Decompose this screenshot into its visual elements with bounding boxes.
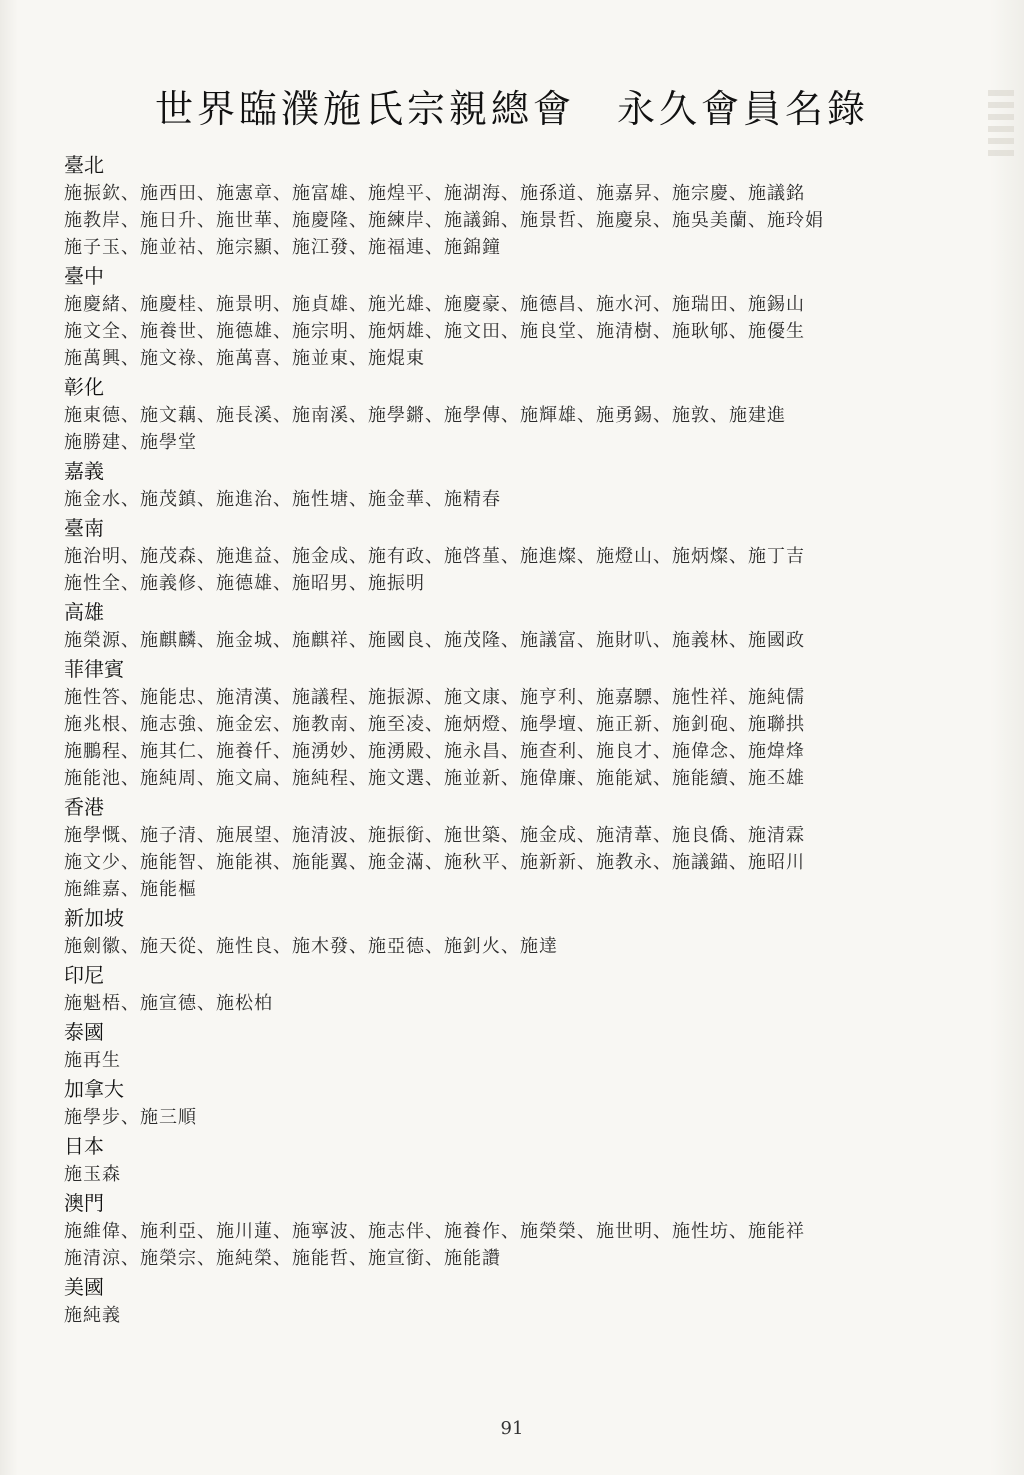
page-title: 世界臨濮施氏宗親總會 永久會員名錄 <box>154 87 869 131</box>
member-line: 施東德、施文藕、施長溪、施南溪、施學鏘、施學傳、施輝雄、施勇錫、施敦、施建進 <box>64 405 786 426</box>
member-line: 施萬興、施文祿、施萬喜、施並東、施焜東 <box>64 348 425 369</box>
member-line: 施兆根、施志強、施金宏、施教南、施至凌、施炳燈、施學壇、施正新、施釗砲、施聯拱 <box>64 714 805 735</box>
region-section <box>64 903 964 960</box>
member-names <box>64 1161 964 1188</box>
member-line: 施勝建、施學堂 <box>64 432 197 453</box>
member-line: 施再生 <box>64 1050 121 1071</box>
region-section <box>64 1188 964 1272</box>
edge-stamp-mark <box>988 90 1014 160</box>
member-names <box>64 822 964 903</box>
member-line: 施玉森 <box>64 1164 121 1185</box>
member-names <box>64 543 964 597</box>
member-line: 施能池、施純周、施文扁、施純程、施文選、施並新、施偉廉、施能斌、施能續、施丕雄 <box>64 768 805 789</box>
member-line: 施性全、施義修、施德雄、施昭男、施振明 <box>64 573 425 594</box>
region-section <box>64 960 964 1017</box>
region-section <box>64 1272 964 1329</box>
member-line: 施文全、施養世、施德雄、施宗明、施炳雄、施文田、施良堂、施清樹、施耿郇、施優生 <box>64 321 805 342</box>
region-section <box>64 456 964 513</box>
member-line: 施維嘉、施能樞 <box>64 879 197 900</box>
region-name: 臺中 <box>64 264 104 288</box>
member-line: 施學步、施三順 <box>64 1107 197 1128</box>
region-section <box>64 654 964 792</box>
member-names <box>64 291 964 372</box>
member-names <box>64 402 964 456</box>
member-line: 施子玉、施並祜、施宗顯、施江發、施福連、施錦鐘 <box>64 237 501 258</box>
region-name: 泰國 <box>64 1020 104 1044</box>
member-line: 施文少、施能智、施能祺、施能翼、施金滿、施秋平、施新新、施教永、施議錨、施昭川 <box>64 852 805 873</box>
region-name: 新加坡 <box>64 906 124 930</box>
member-line: 施振欽、施西田、施憲章、施富雄、施煌平、施湖海、施孫道、施嘉昇、施宗慶、施議銘 <box>64 183 805 204</box>
region-section <box>64 372 964 456</box>
region-section <box>64 150 964 261</box>
region-section <box>64 261 964 372</box>
member-line: 施榮源、施麒麟、施金城、施麒祥、施國良、施茂隆、施議富、施財叭、施義林、施國政 <box>64 630 805 651</box>
region-section <box>64 1074 964 1131</box>
region-name: 美國 <box>64 1275 104 1299</box>
region-name: 澳門 <box>64 1191 104 1215</box>
region-name: 印尼 <box>64 963 104 987</box>
region-name: 臺南 <box>64 516 104 540</box>
region-name: 臺北 <box>64 153 104 177</box>
region-name: 菲律賓 <box>64 657 124 681</box>
region-name: 香港 <box>64 795 104 819</box>
region-name: 高雄 <box>64 600 104 624</box>
page-number: 91 <box>500 1418 524 1439</box>
member-names <box>64 486 964 513</box>
member-line: 施學慨、施子清、施展望、施清波、施振銜、施世築、施金成、施清葦、施良僑、施清霖 <box>64 825 805 846</box>
member-line: 施清涼、施榮宗、施純榮、施能哲、施宣銜、施能讚 <box>64 1248 501 1269</box>
region-name: 加拿大 <box>64 1077 124 1101</box>
member-list <box>64 150 964 1329</box>
region-name: 日本 <box>64 1134 104 1158</box>
member-line: 施慶緒、施慶桂、施景明、施貞雄、施光雄、施慶豪、施德昌、施水河、施瑞田、施錫山 <box>64 294 805 315</box>
region-section <box>64 792 964 903</box>
member-line: 施教岸、施日升、施世華、施慶隆、施練岸、施議錦、施景哲、施慶泉、施吳美蘭、施玲娟 <box>64 210 824 231</box>
member-line: 施金水、施茂鎮、施進治、施性塘、施金華、施精春 <box>64 489 501 510</box>
region-section <box>64 1017 964 1074</box>
member-names <box>64 990 964 1017</box>
region-name: 嘉義 <box>64 459 104 483</box>
region-name: 彰化 <box>64 375 104 399</box>
member-line: 施治明、施茂森、施進益、施金成、施有政、施啓堇、施進燦、施燈山、施炳燦、施丁吉 <box>64 546 805 567</box>
member-names <box>64 1218 964 1272</box>
member-names <box>64 1047 964 1074</box>
member-names <box>64 1104 964 1131</box>
member-names <box>64 627 964 654</box>
member-names <box>64 1302 964 1329</box>
region-section <box>64 597 964 654</box>
member-names <box>64 180 964 261</box>
region-section <box>64 513 964 597</box>
member-names <box>64 684 964 792</box>
member-line: 施維偉、施利亞、施川蓮、施寧波、施志伴、施養作、施榮榮、施世明、施性坊、施能祥 <box>64 1221 805 1242</box>
member-line: 施鵬程、施其仁、施養仟、施湧妙、施湧殿、施永昌、施查利、施良才、施偉念、施煒烽 <box>64 741 805 762</box>
member-line: 施純義 <box>64 1305 121 1326</box>
member-line: 施性答、施能忠、施清漢、施議程、施振源、施文康、施亨利、施嘉驃、施性祥、施純儒 <box>64 687 805 708</box>
member-names <box>64 933 964 960</box>
member-line: 施魁梧、施宣德、施松柏 <box>64 993 273 1014</box>
region-section <box>64 1131 964 1188</box>
member-line: 施劍徽、施天從、施性良、施木發、施亞德、施釗火、施達 <box>64 936 558 957</box>
